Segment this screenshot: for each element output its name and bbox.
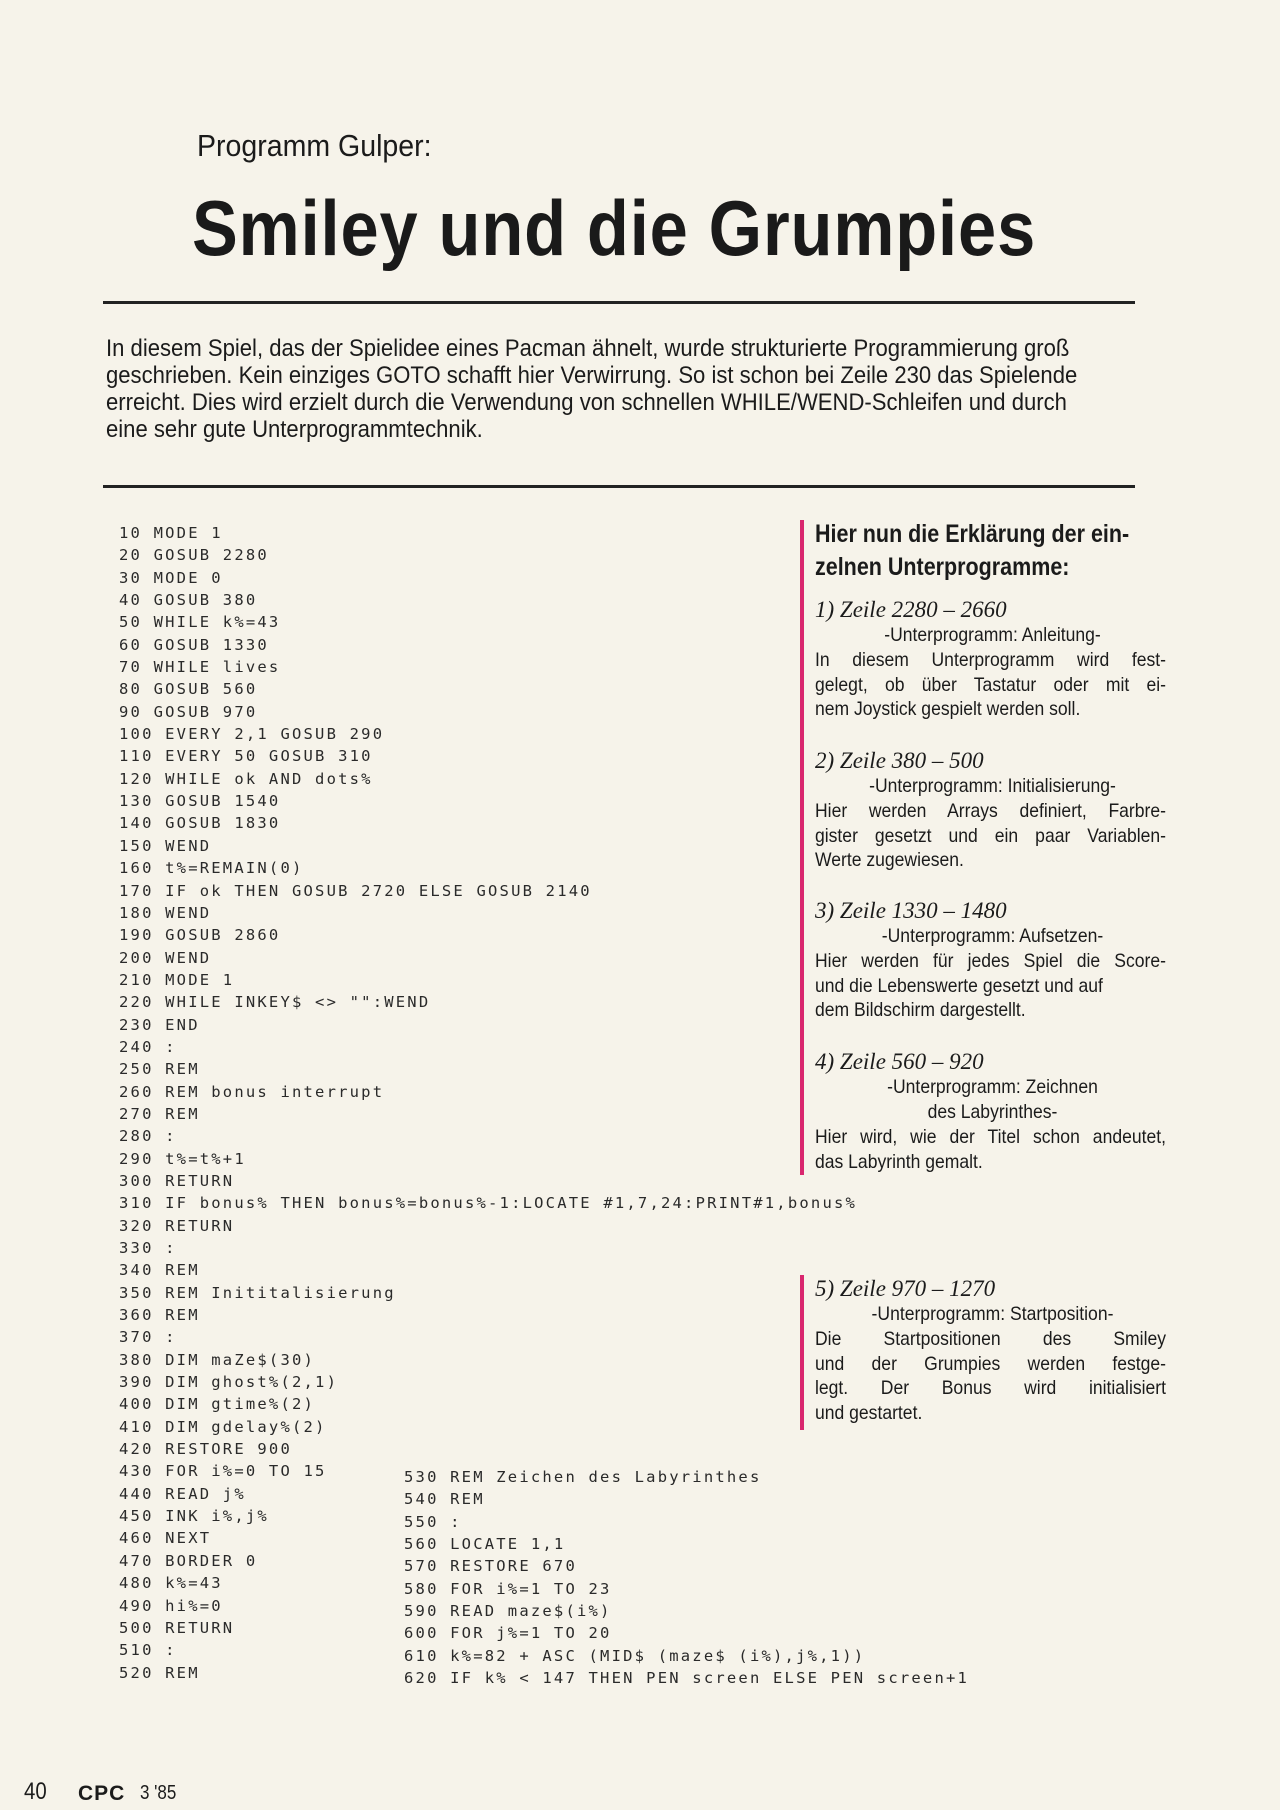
body-line: Werte zugewiesen. <box>815 849 964 871</box>
sidebar-accent-bar-2 <box>800 1275 804 1430</box>
intro-line: In diesem Spiel, das der Spielidee eines Pacman ähnelt, wurde strukturierte Programmierung groß <box>106 335 1070 362</box>
code-line: 620 IF k% < 147 THEN PEN screen ELSE PEN screen+1 <box>404 1669 970 1688</box>
subroutine-body <box>815 648 1166 722</box>
code-line: 510 : <box>119 1641 177 1660</box>
issue-label: 3 '85 <box>140 1782 177 1804</box>
subroutine-label: -Unterprogramm: Anleitung- <box>884 624 1101 646</box>
code-line: 300 RETURN <box>119 1171 235 1190</box>
code-line: 290 t%=t%+1 <box>119 1149 246 1168</box>
code-line: 270 REM <box>119 1104 200 1123</box>
code-line: 20 GOSUB 2280 <box>119 546 269 565</box>
code-line: 280 : <box>119 1127 177 1146</box>
body-line: gister gesetzt und ein paar Variablen- <box>815 824 1166 847</box>
subroutine-title: 3) Zeile 1330 – 1480 <box>815 898 1007 923</box>
sidebar-heading-line: zelnen Unterprogramme: <box>815 553 1070 581</box>
code-line: 450 INK i%,j% <box>119 1507 269 1526</box>
article-kicker: Programm Gulper: <box>197 128 432 163</box>
subroutine-label: -Unterprogramm: Initialisierung- <box>869 775 1116 797</box>
subroutine-title: 5) Zeile 970 – 1270 <box>815 1276 996 1301</box>
body-line: Hier wird, wie der Titel schon andeutet, <box>815 1126 1166 1148</box>
code-line: 10 MODE 1 <box>119 524 223 542</box>
code-line: 390 DIM ghost%(2,1) <box>119 1373 339 1392</box>
code-line: 350 REM Inititalisierung <box>119 1283 396 1302</box>
code-line: 320 RETURN <box>119 1216 235 1235</box>
code-line: 160 t%=REMAIN(0) <box>119 859 304 878</box>
code-line: 310 IF bonus% THEN bonus%=bonus%-1:LOCATE #1,7,24:PRINT#1,bonus% <box>119 1194 858 1213</box>
code-line: 170 IF ok THEN GOSUB 2720 ELSE GOSUB 2140 <box>119 881 592 900</box>
sidebar-heading-line: Hier nun die Erklärung der ein- <box>815 520 1130 548</box>
subroutine-note-2 <box>815 747 1170 873</box>
article-title: Smiley und die Grumpies <box>192 184 1037 272</box>
code-line: 500 RETURN <box>119 1618 235 1637</box>
code-line: 380 DIM maZe$(30) <box>119 1350 316 1369</box>
code-line: 230 END <box>119 1015 200 1034</box>
code-line: 220 WHILE INKEY$ <> "":WEND <box>119 993 431 1012</box>
code-line: 360 REM <box>119 1306 200 1325</box>
code-line: 120 WHILE ok AND dots% <box>119 769 373 788</box>
code-line: 180 WEND <box>119 903 212 922</box>
page-number: 40 <box>24 1778 47 1805</box>
basic-listing-continued <box>404 1466 969 1689</box>
subroutine-label: -Unterprogramm: Startposition- <box>871 1303 1114 1325</box>
code-line: 580 FOR i%=1 TO 23 <box>404 1579 612 1598</box>
subroutine-label: des Labyrinthes- <box>927 1101 1058 1123</box>
code-line: 480 k%=43 <box>119 1574 223 1593</box>
body-line: Die Startpositionen des Smiley <box>815 1328 1166 1350</box>
subroutine-title: 2) Zeile 380 – 500 <box>815 748 984 773</box>
divider-bottom <box>103 485 1135 488</box>
intro-line: geschrieben. Kein einziges GOTO schafft hier Verwirrung. So ist schon bei Zeile 230 das Spielende <box>106 362 1078 389</box>
code-line: 40 GOSUB 380 <box>119 591 258 610</box>
body-line: und der Grumpies werden festge- <box>815 1352 1166 1375</box>
subroutine-label: -Unterprogramm: Zeichnen <box>887 1076 1098 1098</box>
code-line: 260 REM bonus interrupt <box>119 1082 385 1101</box>
code-line: 490 hi%=0 <box>119 1596 223 1615</box>
code-line: 130 GOSUB 1540 <box>119 792 281 811</box>
body-line: legt. Der Bonus wird initialisiert <box>815 1377 1166 1399</box>
code-line: 60 GOSUB 1330 <box>119 635 269 654</box>
code-line: 340 REM <box>119 1261 200 1280</box>
body-line: In diesem Unterprogramm wird fest- <box>815 649 1166 671</box>
code-line: 140 GOSUB 1830 <box>119 814 281 833</box>
code-line: 610 k%=82 + ASC (MID$ (maze$ (i%),j%,1)) <box>404 1646 866 1665</box>
code-line: 370 : <box>119 1328 177 1347</box>
code-line: 590 READ maze$(i%) <box>404 1602 612 1621</box>
code-line: 240 : <box>119 1037 177 1056</box>
code-line: 570 RESTORE 670 <box>404 1557 577 1576</box>
sidebar-accent-bar <box>800 520 804 1175</box>
subroutine-body <box>815 799 1166 873</box>
code-line: 30 MODE 0 <box>119 568 223 587</box>
subroutine-label: -Unterprogramm: Aufsetzen- <box>881 925 1104 947</box>
code-line: 530 REM Zeichen des Labyrinthes <box>404 1468 762 1486</box>
code-line: 460 NEXT <box>119 1529 212 1548</box>
code-line: 560 LOCATE 1,1 <box>404 1535 566 1554</box>
code-line: 410 DIM gdelay%(2) <box>119 1417 327 1436</box>
intro-paragraph <box>106 335 1078 443</box>
magazine-logo: CPC <box>78 1782 126 1805</box>
code-line: 250 REM <box>119 1060 200 1079</box>
subroutine-note-1 <box>815 596 1170 722</box>
divider-top <box>103 301 1135 304</box>
body-line: dem Bildschirm dargestellt. <box>815 999 1026 1021</box>
code-line: 50 WHILE k%=43 <box>119 613 281 632</box>
body-line: gelegt, ob über Tastatur oder mit ei- <box>815 673 1166 696</box>
body-line: das Labyrinth gemalt. <box>815 1150 983 1173</box>
sidebar-heading <box>815 518 1129 584</box>
intro-line: erreicht. Dies wird erzielt durch die Verwendung von schnellen WHILE/WEND-Schleifen und durch <box>106 389 1067 416</box>
code-line: 190 GOSUB 2860 <box>119 926 281 945</box>
body-line: und gestartet. <box>815 1401 923 1424</box>
subroutine-title: 4) Zeile 560 – 920 <box>815 1049 984 1074</box>
code-line: 110 EVERY 50 GOSUB 310 <box>119 747 373 766</box>
code-line: 210 MODE 1 <box>119 970 235 989</box>
code-line: 520 REM <box>119 1663 200 1682</box>
code-line: 400 DIM gtime%(2) <box>119 1395 316 1414</box>
code-line: 420 RESTORE 900 <box>119 1440 292 1459</box>
code-line: 70 WHILE lives <box>119 658 281 677</box>
subroutine-body <box>815 1327 1166 1425</box>
body-line: Hier werden für jedes Spiel die Score- <box>815 950 1166 972</box>
code-line: 90 GOSUB 970 <box>119 702 258 721</box>
subroutine-title: 1) Zeile 2280 – 2660 <box>815 597 1007 622</box>
code-line: 550 : <box>404 1512 462 1531</box>
subroutine-note-4 <box>815 1048 1170 1174</box>
code-line: 440 READ j% <box>119 1484 246 1503</box>
intro-line: eine sehr gute Unterprogrammtechnik. <box>106 416 483 443</box>
subroutine-note-3 <box>815 897 1170 1023</box>
code-line: 100 EVERY 2,1 GOSUB 290 <box>119 725 385 744</box>
code-line: 470 BORDER 0 <box>119 1551 258 1570</box>
body-line: und die Lebenswerte gesetzt und auf <box>815 974 1103 997</box>
body-line: Hier werden Arrays definiert, Farbre- <box>815 800 1166 822</box>
body-line: nem Joystick gespielt werden soll. <box>815 698 1081 720</box>
code-line: 430 FOR i%=0 TO 15 <box>119 1462 327 1481</box>
code-line: 80 GOSUB 560 <box>119 680 258 699</box>
code-line: 200 WEND <box>119 948 212 967</box>
code-line: 540 REM <box>404 1490 485 1509</box>
code-line: 600 FOR j%=1 TO 20 <box>404 1624 612 1643</box>
code-line: 150 WEND <box>119 836 212 855</box>
subroutine-note-5 <box>815 1275 1170 1425</box>
code-line: 330 : <box>119 1239 177 1257</box>
subroutine-body <box>815 1125 1166 1174</box>
subroutine-body <box>815 949 1166 1023</box>
